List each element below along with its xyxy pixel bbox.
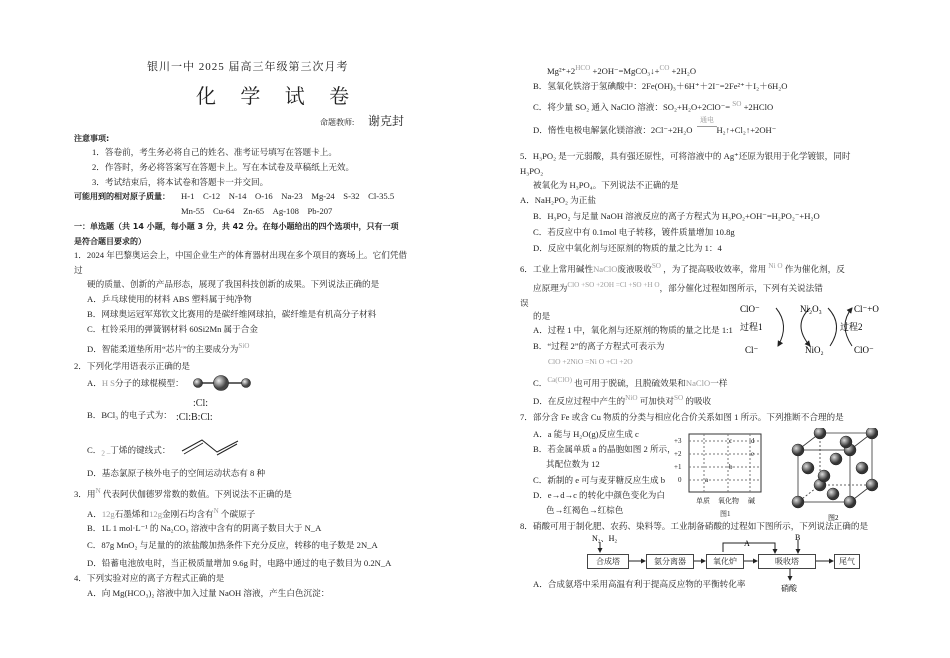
q6-stem: 的是: [533, 311, 551, 321]
q7-option-a: A．a 能与 H₂O(g)反应生成 c: [533, 429, 639, 439]
text: 可加快对: [639, 395, 675, 406]
q1-option-b: B．网球奥运冠军郑钦文比赛用的是碳纤维网球拍，碳纤维是有机高分子材料: [87, 309, 377, 319]
x-label: 氧化物: [718, 497, 739, 505]
text: 的吸收: [685, 395, 712, 406]
label-process-2: 过程2: [840, 322, 863, 332]
formula: NiO: [625, 394, 638, 402]
q1-stem: 1．2024 年巴黎奥运会上，中国企业生产的体育器材出现在多个项目的赛场上。它们凭借: [74, 250, 408, 260]
q4-option-a: A．向 Mg(HCO₃)₂ 溶液中加入过量 NaOH 溶液，产生白色沉淀：: [87, 588, 330, 598]
flow-tail-gas: 尾气: [834, 554, 860, 569]
formula: N: [95, 487, 101, 495]
flow-ammonia-separator: 氨分离器: [646, 554, 694, 569]
label-process-1: 过程1: [740, 322, 763, 332]
q2-option-b: B．BCl₃ 的电子式为：: [87, 410, 172, 420]
label-cl: Cl⁻: [745, 345, 759, 355]
label-clo: ClO⁻: [740, 304, 760, 314]
q6-option-d: [533, 393, 711, 407]
flow-label-a: A: [744, 539, 750, 548]
flow-synthesis-tower: 合成塔: [587, 554, 629, 569]
q3-option-c: C．87g MnO₂ 与足量的的浓盐酸加热条件下充分反应，转移的电子数是 2N_A: [87, 540, 378, 550]
lewis-row: :Cl:B:Cl:: [176, 412, 213, 423]
flow-output-acid: 硝酸: [781, 584, 797, 593]
formula: Ni O: [768, 262, 783, 270]
text: ，为了提高吸收效率，常用: [663, 263, 767, 274]
q3-stem: [74, 486, 292, 500]
q6-b-equation: ClO +2NiO =Ni O +Cl +2O: [548, 357, 633, 366]
text: 金刚石均含有: [161, 508, 214, 519]
text: A．: [87, 378, 102, 388]
q7-stem: 7．部分含 Fe 或含 Cu 物质的分类与相应化合价关系如图 1 所示。下列推断不合理的是: [520, 412, 844, 422]
valence-class-figure: [670, 432, 770, 522]
q1-stem: 过: [74, 265, 83, 275]
q2-option-d: D．基态氯原子核外电子的空间运动状态有 8 种: [87, 468, 266, 478]
label-clo: ClO⁻: [854, 345, 874, 355]
q1-stem: 硬的质量、创新的产品形态，展现了我国科技创新的成果。下列说法正确的是: [87, 279, 380, 289]
formula: SO: [674, 394, 684, 402]
point-c: c: [729, 437, 733, 445]
q4-option-d: [533, 125, 776, 136]
q7-option-c: C．新制的 e 可与麦芽糖反应生成 b: [533, 475, 666, 485]
notice-heading: 注意事项:: [74, 134, 110, 143]
text: 3．用: [74, 488, 96, 499]
q2-option-a: [87, 378, 184, 389]
text: 丁烯的键线式：: [110, 445, 171, 455]
formula: 12g: [149, 508, 162, 519]
notice-item: 3．考试结束后，将本试卷和答题卡一并交回。: [92, 177, 269, 187]
q8-stem: 8．硝酸可用于制化肥、农药、染料等。工业制备硝酸的过程如下图所示，下列说法正确的是: [520, 521, 869, 531]
text: 分子的球棍模型：: [114, 378, 184, 388]
text: C．: [533, 377, 548, 388]
formula: HCO: [575, 64, 591, 72]
text: A．: [87, 508, 102, 519]
label-nio2: NiO₂: [805, 345, 824, 355]
q1-option-c: C．杠铃采用的弹簧钢材料 60Si2Mn 属于合金: [87, 324, 258, 334]
q3-option-d: D．铅蓄电池放电时，当正极质量增加 9.6g 时，电路中通过的电子数目为 0.2N_A: [87, 558, 392, 568]
q5-option-b: B．H₃PO₂ 与足量 NaOH 溶液反应的离子方程式为 H₃PO₂+OH⁻=H₂PO₂⁻+H₂O: [533, 211, 820, 221]
q2-stem: 2．下列化学用语表示正确的是: [74, 361, 191, 371]
q6-option-c: [533, 375, 727, 389]
text: +2H₂O: [671, 65, 697, 76]
text: C．: [87, 445, 102, 455]
ball-stick-model-icon: [192, 374, 254, 392]
notice-item: 2．作答时，务必将答案写在答题卡上。写在本试卷及草稿纸上无效。: [92, 162, 355, 172]
flow-absorption-tower: 吸收塔: [758, 554, 816, 569]
y-tick: +2: [674, 450, 682, 458]
formula: SiO: [238, 342, 250, 350]
y-tick: +3: [674, 437, 682, 445]
flow-oxidation-furnace: 氧化炉: [706, 554, 744, 569]
text: 作为催化剂，反: [784, 263, 845, 274]
lewis-top: :Cl:: [193, 398, 209, 409]
formula: 12g: [101, 508, 115, 519]
school-title: 银川一中 2025 届高三年级第三次月考: [147, 61, 349, 73]
q7-option-b: 其配位数为 12: [546, 459, 600, 469]
masses-label: 可能用到的相对原子质量：: [74, 192, 170, 201]
formula: SO: [732, 100, 742, 108]
q4-stem: 4．下列实验对应的离子方程式正确的是: [74, 573, 225, 583]
x-label: 碱: [748, 497, 755, 505]
y-tick: +1: [674, 463, 682, 471]
flow-label-b: B: [795, 533, 801, 542]
q5-option-a: A．NaH₂PO₂ 为正盐: [520, 195, 596, 205]
q6-option-a: A．过程 1 中，氧化剂与还原剂的物质的量之比是 1:1: [533, 325, 733, 335]
text: H₂↑+Cl₂↑+2OH⁻: [716, 125, 777, 135]
crystal-cell-figure: [788, 428, 878, 523]
point-a: a: [705, 476, 709, 484]
teacher-label: 命题教师:: [320, 118, 355, 127]
text: 石墨烯和: [114, 508, 150, 519]
electrolysis-condition: 通电: [700, 116, 714, 124]
text: D．智能柔道垫所用“芯片”的主要成分为: [87, 343, 239, 354]
text: 一样: [710, 377, 728, 388]
notice-item: 1．答卷前，考生务必将自己的姓名、准考证号填写在答题卡上。: [92, 147, 337, 157]
text: +2HClO: [743, 101, 774, 112]
point-d: d: [751, 437, 755, 445]
formula: NaClO: [685, 377, 711, 388]
flow-input: N₂、H₂: [592, 534, 618, 543]
q5-stem: 5．H₃PO₂ 是一元弱酸，具有强还原性，可将溶液中的 Ag⁺还原为银用于化学镀银，同时: [520, 151, 851, 161]
q7-option-d: 色→红褐色→红棕色: [546, 505, 624, 515]
text: D．惰性电极电解氯化镁溶液：2Cl⁻+2H₂O: [533, 125, 693, 135]
label-ni2o3: Ni₂O₃: [800, 304, 822, 314]
formula: SO: [651, 262, 661, 270]
formula: N: [213, 507, 219, 515]
section-heading: 一：单选题（共 14 小题，每小题 3 分，共 42 分。在每小题给出的四个选项中，只有一项: [74, 222, 399, 231]
text: 6．工业上常用碱性: [520, 263, 594, 274]
formula: NaClO: [593, 263, 618, 274]
formula: CO: [659, 64, 670, 72]
q7-option-b: B．若金属单质 a 的晶胞如图 2 所示，: [533, 444, 676, 454]
q2-option-c: [87, 445, 170, 460]
q7-option-d: D．e→d→c 的转化中颜色变化为白: [533, 490, 665, 500]
formula: Ca(ClO): [547, 376, 572, 384]
point-b: b: [729, 463, 733, 471]
label-cl-o: Cl⁻+O: [854, 304, 879, 314]
text: Mg²⁺+2: [547, 65, 576, 76]
q4-option-c: [533, 99, 773, 113]
q5-stem: H₃PO₂: [520, 166, 544, 176]
q5-option-d: D．反应中氧化剂与还原剂的物质的量之比为 1：4: [533, 243, 722, 253]
q3-option-b: B．1L 1 mol·L⁻¹ 的 Na₂CO₃ 溶液中含有的阴离子数目大于 N_A: [87, 523, 322, 533]
figure-caption: 图2: [828, 514, 839, 522]
text: 代表阿伏伽德罗常数的数值。下列说法不正确的是: [102, 488, 292, 499]
text: D．在反应过程中产生的: [533, 395, 626, 406]
butene-skeletal-icon: [180, 437, 240, 457]
text: C．将少量 SO₂ 通入 NaClO 溶液：SO₂+H₂O+2ClO⁻=: [533, 101, 731, 112]
q4-a-equation: [547, 63, 696, 77]
text: 个碳原子: [220, 508, 256, 519]
formula: H S: [101, 378, 115, 388]
text: 废液吸收: [617, 263, 652, 274]
formula: ClO +SO +2OH =Cl +SO +H O: [567, 281, 660, 289]
q1-option-d: [87, 341, 249, 355]
q6-stem: [520, 261, 845, 275]
formula: 2 –: [101, 449, 111, 458]
q6-stem: [533, 280, 823, 294]
teacher-name: 谢克封: [368, 114, 405, 128]
q3-option-a: [87, 506, 255, 520]
text: 应原理为: [533, 282, 568, 293]
x-label: 单质: [696, 497, 710, 505]
q5-stem: 被氧化为 H₃PO₄。下列说法不正确的是: [533, 180, 679, 190]
figure-caption: 图1: [720, 510, 731, 518]
y-tick: 0: [678, 476, 682, 484]
q5-option-c: C．若反应中有 0.1mol 电子转移，镀件质量增加 10.8g: [533, 227, 735, 237]
q6-option-b: B．“过程 2”的离子方程式可表示为: [533, 341, 665, 351]
q4-option-b: B．氢氧化铁溶于氢碘酸中：2Fe(OH)₃＋6H⁺＋2I⁻=2Fe²⁺＋I₂＋6H₂O: [533, 81, 788, 91]
text: ，部分催化过程如图所示，下列有关说法错: [659, 282, 823, 293]
q6-stem: 误: [520, 298, 529, 308]
text: +2OH⁻=MgCO₃↓+: [592, 65, 660, 76]
page-title: 化 学 试 卷: [196, 84, 359, 108]
q1-option-a: A．乒乓球使用的材料 ABS 塑料属于纯净物: [87, 294, 252, 304]
q8-option-a: A．合成氨塔中采用高温有利于提高反应物的平衡转化率: [533, 579, 746, 589]
masses-line: Mn-55 Cu-64 Zn-65 Ag-108 Pb-207: [181, 206, 333, 216]
section-heading: 是符合题目要求的）: [74, 237, 146, 246]
text: 也可用于脱硫，且脱硫效果和: [574, 377, 686, 388]
point-e: e: [751, 450, 755, 458]
catalytic-cycle-diagram: [740, 300, 885, 358]
masses-line: H-1 C-12 N-14 O-16 Na-23 Mg-24 S-32 Cl-35.5: [181, 191, 395, 201]
